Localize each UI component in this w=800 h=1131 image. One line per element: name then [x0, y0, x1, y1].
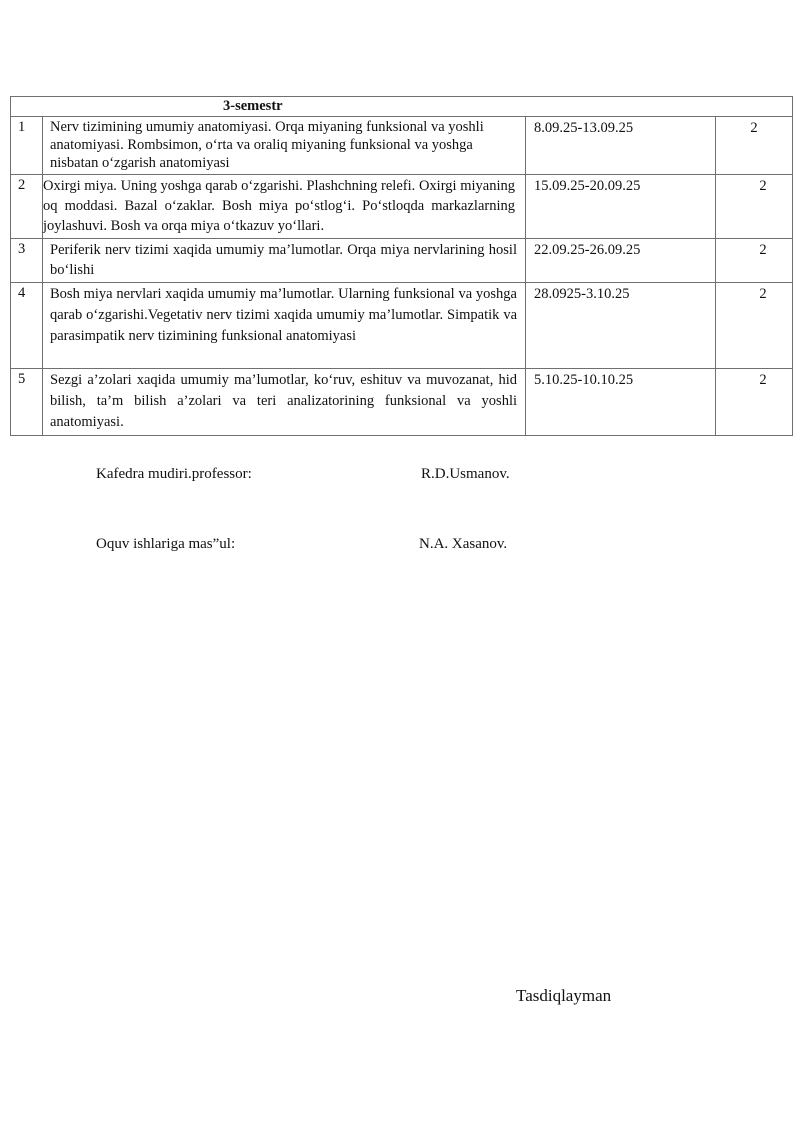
row-topic: Oxirgi miya. Uning yoshga qarab o‘zgarishi. Plashchning relefi. Oxirgi miyaning oq moddasi. Bazal o‘zaklar. Bosh miya po‘stlog‘i. Po‘stloqda markazlarning joylashuvi. Bosh va orqa miya o‘tkazuv yo‘llari.	[43, 175, 526, 239]
row-topic: Sezgi a’zolari xaqida umumiy ma’lumotlar, ko‘ruv, eshituv va muvozanat, hid bilish, ta’m bilish a’zolari va teri analizatorining funksional va yoshli anatomiyasi.	[43, 369, 526, 436]
row-number: 2	[11, 175, 43, 239]
row-topic: Nerv tizimining umumiy anatomiyasi. Orqa miyaning funksional va yoshli anatomiyasi. Rombsimon, o‘rta va oraliq miyaning funksional va yoshga nisbatan o‘zgarish anatomiyasi	[43, 117, 526, 175]
row-number: 1	[11, 117, 43, 175]
table-row	[11, 117, 793, 175]
row-hours: 2	[716, 369, 793, 436]
row-hours: 2	[716, 175, 793, 239]
education-officer-title: Oquv ishlariga mas”ul:	[96, 536, 236, 552]
row-number: 4	[11, 283, 43, 369]
row-dates: 5.10.25-10.10.25	[526, 369, 716, 436]
table-row	[11, 175, 793, 239]
table-row	[11, 369, 793, 436]
education-officer-name: N.A. Xasanov.	[419, 536, 508, 552]
head-of-department-title: Kafedra mudiri.professor:	[96, 466, 252, 482]
row-number: 3	[11, 239, 43, 283]
head-of-department-name: R.D.Usmanov.	[421, 466, 510, 482]
row-topic: Bosh miya nervlari xaqida umumiy ma’lumotlar. Ularning funksional va yoshga qarab o‘zgarishi.Vegetativ nerv tizimi xaqida umumiy ma’lumotlar. Simpatik va parasimpatik nerv tizimining funksional anatomiyasi	[43, 283, 526, 369]
semester-header-row	[11, 97, 793, 117]
row-hours: 2	[716, 117, 793, 175]
table-row	[11, 239, 793, 283]
row-dates: 15.09.25-20.09.25	[526, 175, 716, 239]
row-number: 5	[11, 369, 43, 436]
semester-schedule-table	[10, 96, 793, 436]
row-hours: 2	[716, 239, 793, 283]
row-dates: 8.09.25-13.09.25	[526, 117, 716, 175]
row-hours: 2	[716, 283, 793, 369]
row-topic: Periferik nerv tizimi xaqida umumiy ma’lumotlar. Orqa miya nervlarining hosil bo‘lishi	[43, 239, 526, 283]
table-row	[11, 283, 793, 369]
semester-label: 3-semestr	[11, 97, 793, 117]
row-dates: 28.0925-3.10.25	[526, 283, 716, 369]
approve-label: Tasdiqlayman	[516, 986, 612, 1005]
row-dates: 22.09.25-26.09.25	[526, 239, 716, 283]
